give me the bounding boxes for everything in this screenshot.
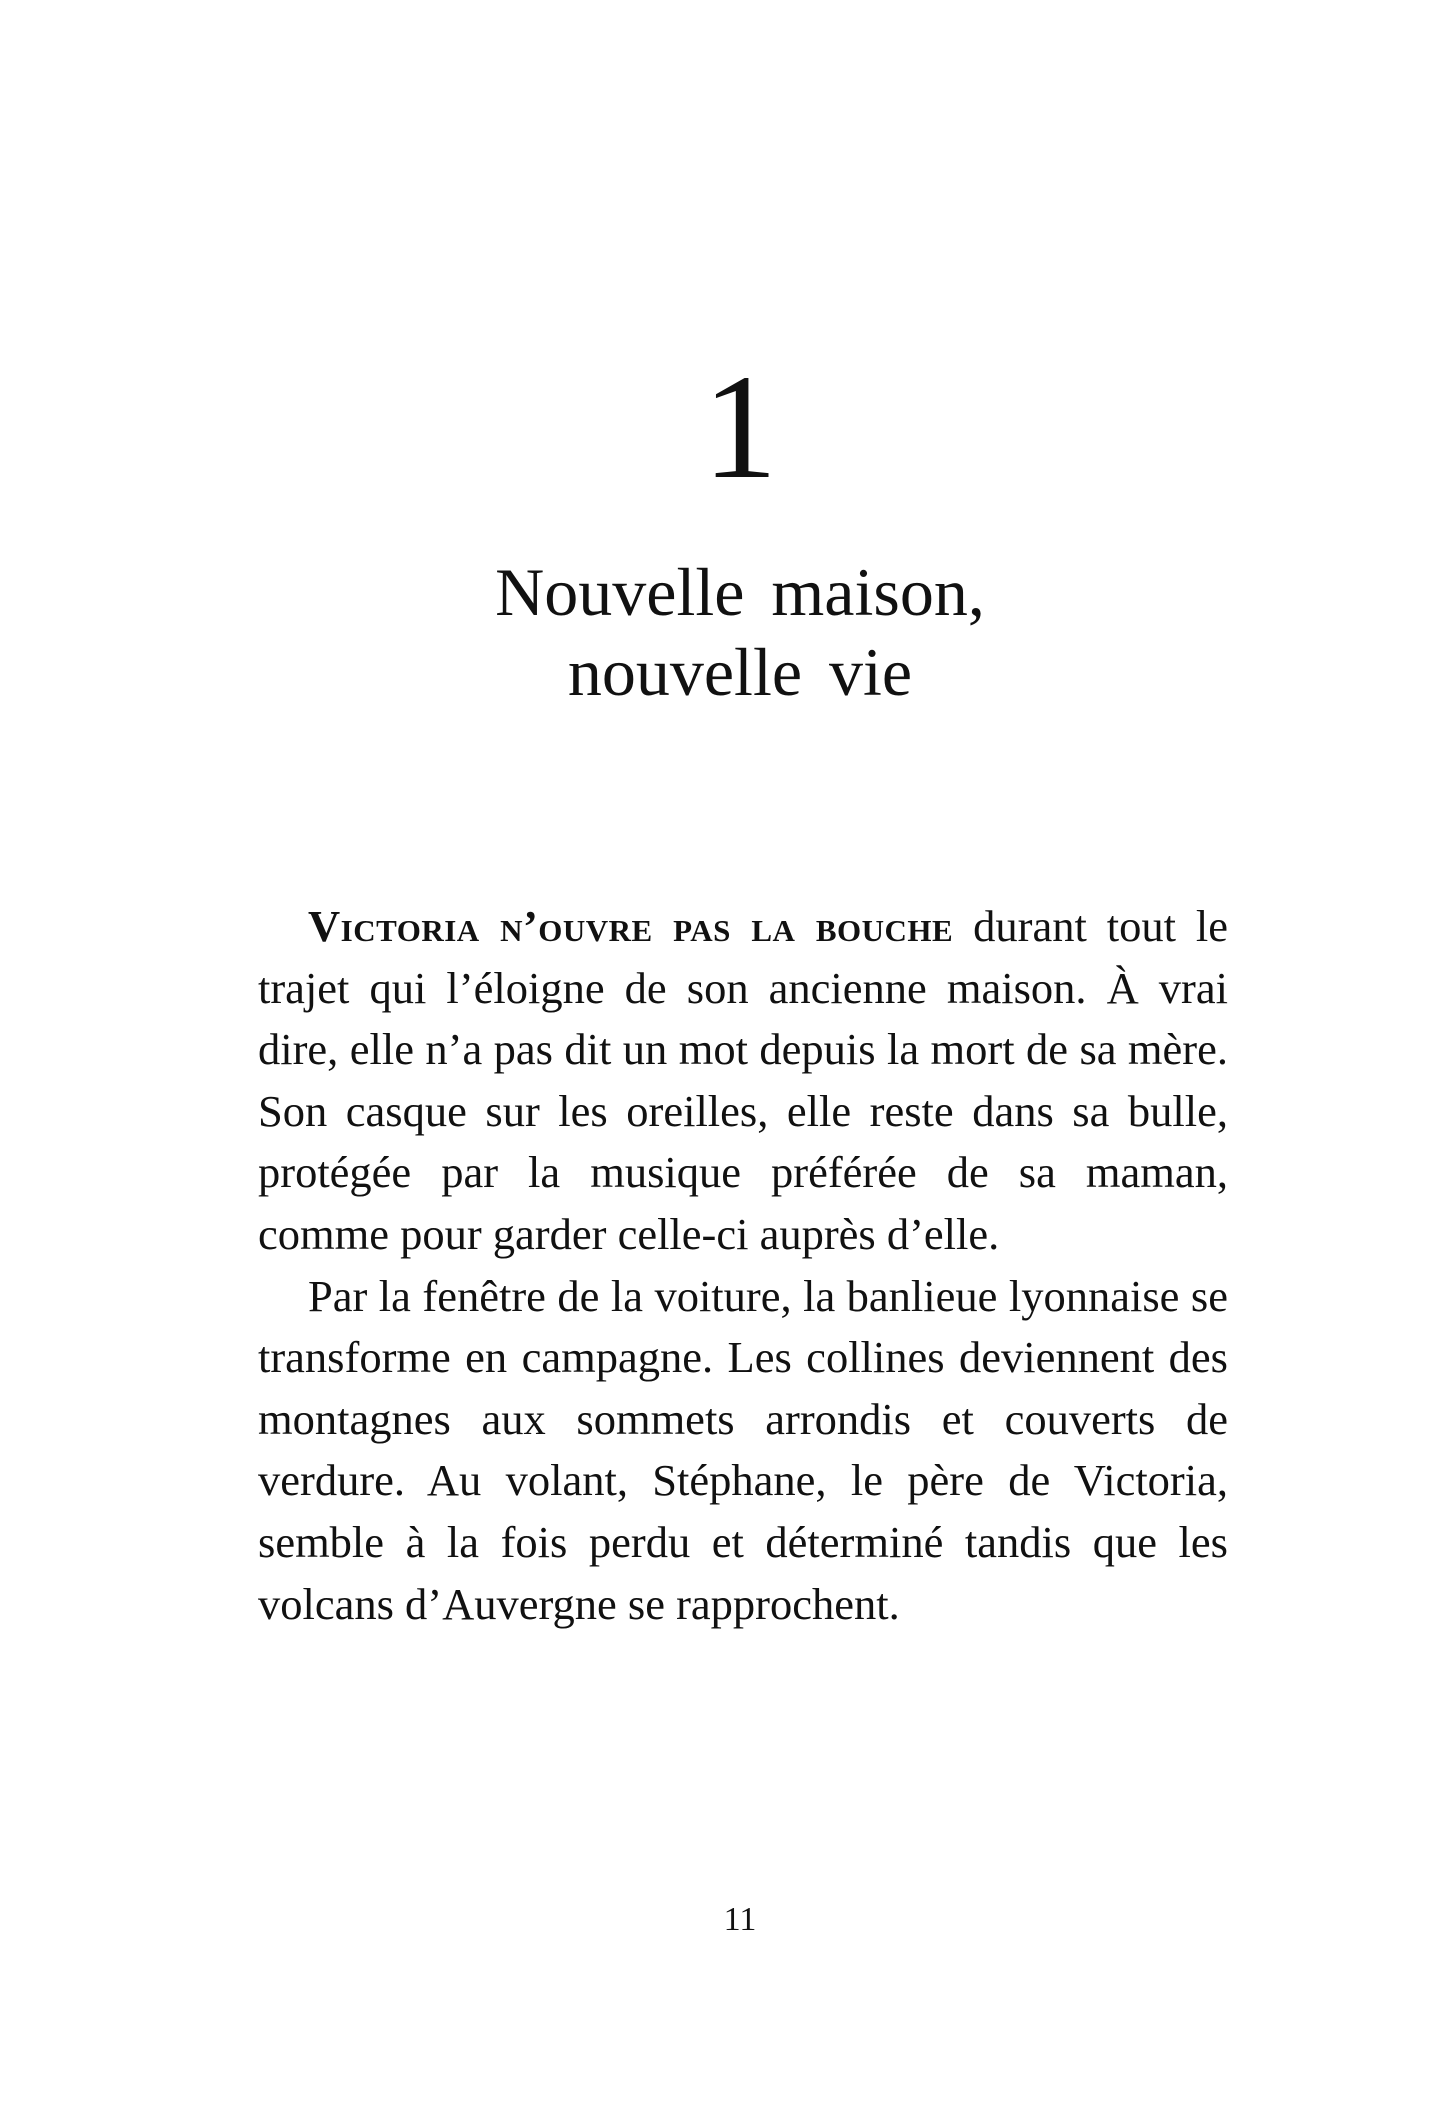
chapter-title-line-2: nouvelle vie bbox=[567, 634, 913, 710]
paragraph-2: Par la fenêtre de la voiture, la banlieue lyonnaise se transforme en campagne. Les collines deviennent des montagnes aux sommets arrondis et couverts de verdure. Au volant, Stéphane, le père de Victoria, semble à la fois perdu et déterminé tandis que les volcans d’Auvergne se rapprochent. bbox=[258, 1270, 1228, 1629]
lead-in-small-caps: Victoria n’ouvre pas la bouche bbox=[308, 901, 954, 951]
paragraph-1 bbox=[258, 896, 1228, 1266]
page-number: 11 bbox=[723, 1901, 757, 1938]
chapter-title bbox=[0, 552, 1445, 712]
body-text bbox=[258, 896, 1228, 1635]
chapter-number: 1 bbox=[702, 344, 778, 510]
chapter-title-line-1: Nouvelle maison, bbox=[495, 554, 985, 630]
paragraph-1-text: durant tout le trajet qui l’éloigne de son ancienne maison. À vrai dire, elle n’a pas dit un mot depuis la mort de sa mère. Son casque sur les oreilles, elle reste dans sa bulle, protégée par la musique préférée de sa maman, comme pour garder celle-ci auprès d’elle. bbox=[258, 901, 1229, 1259]
